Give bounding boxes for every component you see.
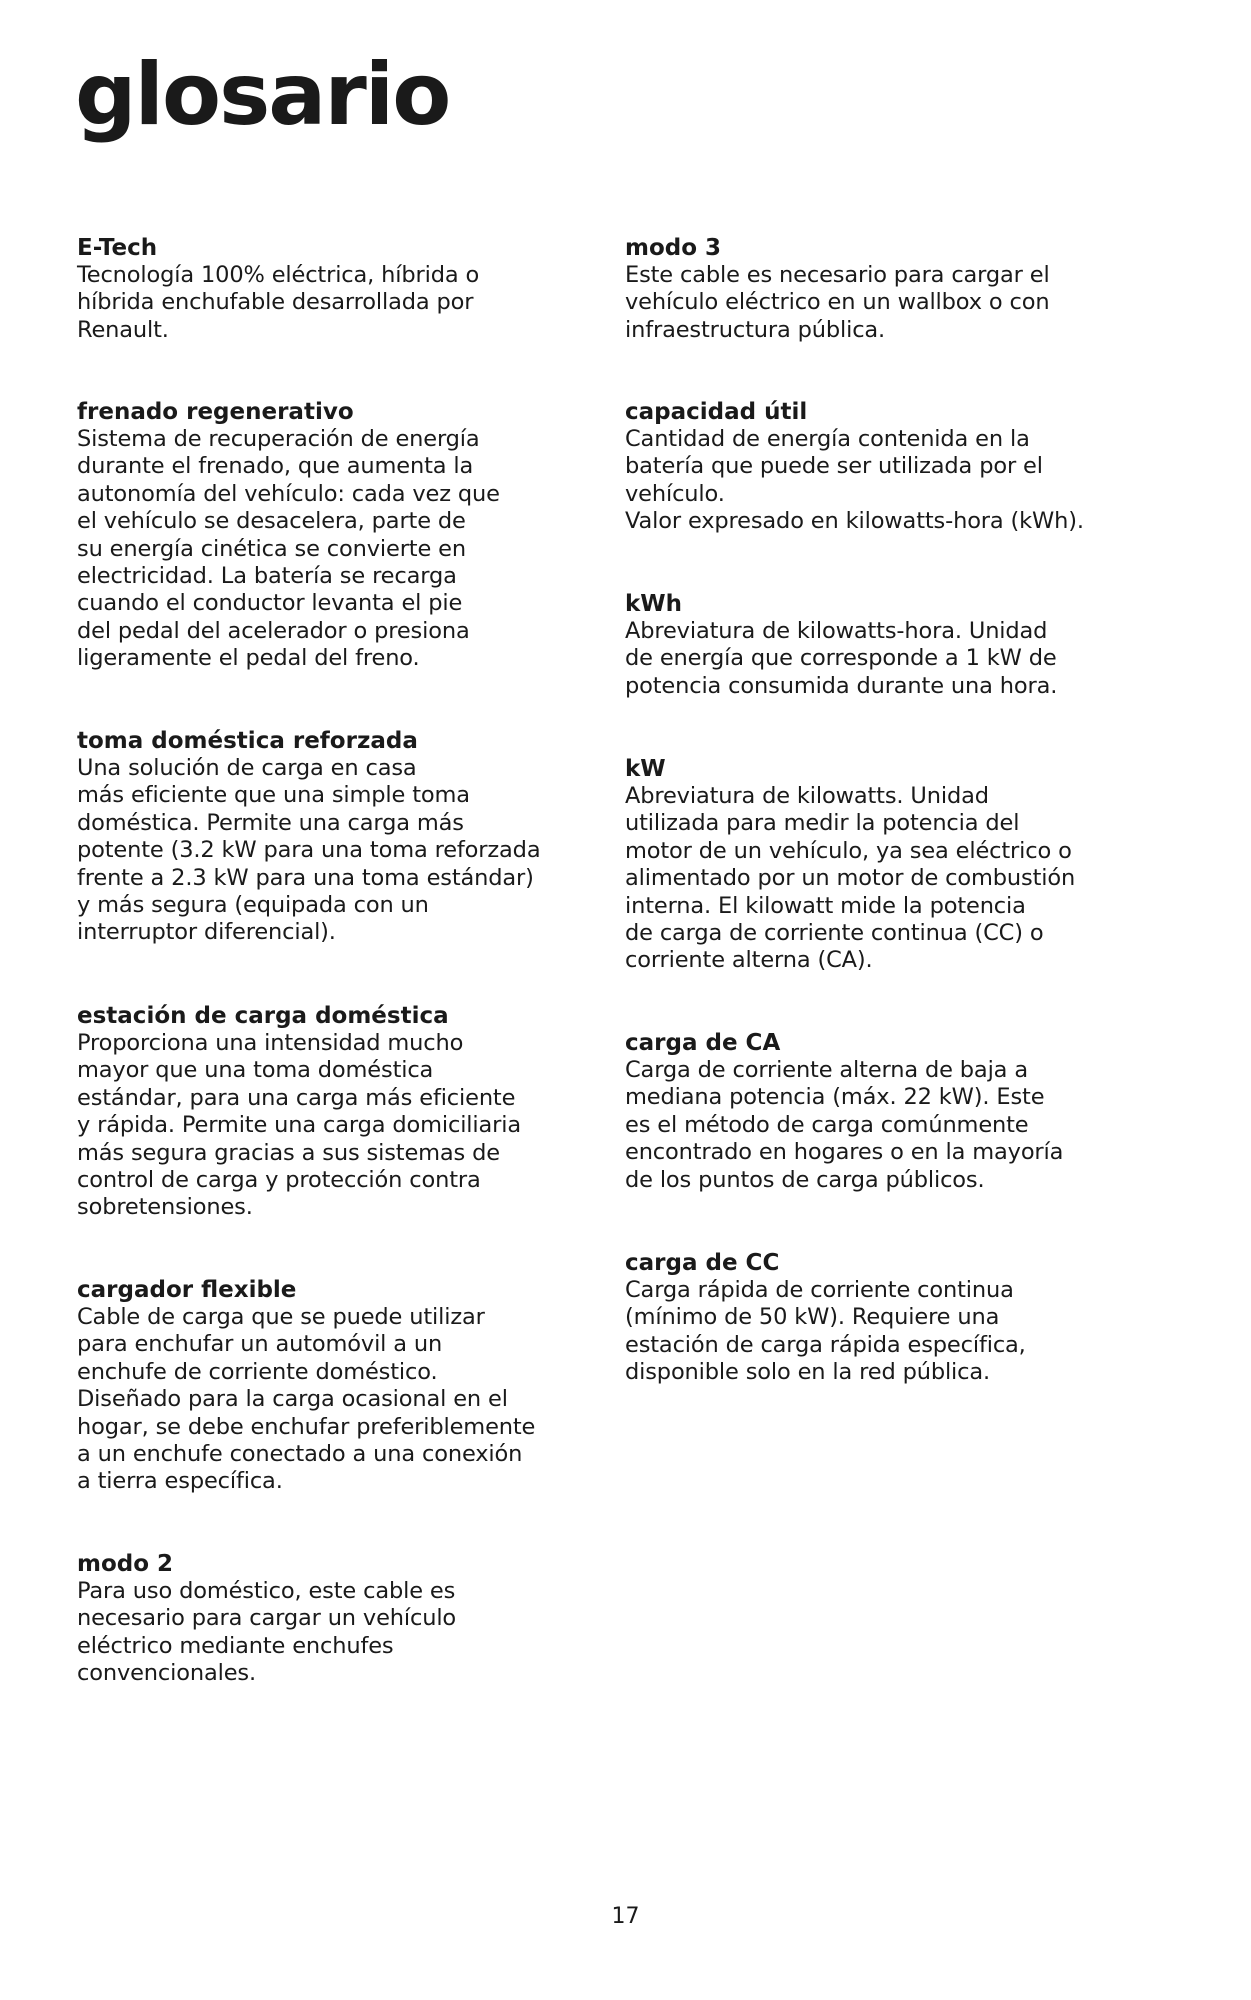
definition-line: para enchufar un automóvil a un	[77, 1331, 443, 1358]
definition-line: cuando el conductor levanta el pie	[77, 590, 463, 617]
glossary-entry-capacidad-util	[625, 399, 1185, 536]
glossary-entry-carga-de-ca	[625, 1030, 1185, 1194]
definition-line: Valor expresado en kilowatts-hora (kWh).	[625, 508, 1084, 535]
definition-line: y rápida. Permite una carga domiciliaria	[77, 1112, 521, 1139]
definition-line: Para uso doméstico, este cable es	[77, 1578, 456, 1604]
definition-line: frente a 2.3 kW para una toma estándar)	[77, 864, 534, 891]
definition-line: hogar, se debe enchufar preferiblemente	[77, 1413, 536, 1440]
definition-line: mayor que una toma doméstica	[77, 1057, 434, 1084]
definition-line: corriente alterna (CA).	[625, 947, 873, 974]
definition-line: y más segura (equipada con un	[77, 892, 429, 919]
glossary-definition	[77, 1578, 612, 1688]
definition-line: Carga de corriente alterna de baja a	[625, 1057, 1028, 1083]
glossary-term: E-Tech	[77, 235, 158, 261]
definition-line: eléctrico mediante enchufes	[77, 1632, 394, 1659]
glossary-entry-carga-de-cc	[625, 1250, 1185, 1387]
glossary-term: modo 2	[77, 1551, 174, 1577]
definition-line: interruptor diferencial).	[77, 919, 336, 946]
definition-line: es el método de carga comúnmente	[625, 1111, 1029, 1138]
definition-line: Cable de carga que se puede utilizar	[77, 1304, 485, 1330]
definition-line: doméstica. Permite una carga más	[77, 809, 464, 836]
definition-line: Diseñado para la carga ocasional en el	[77, 1386, 508, 1413]
glossary-definition	[625, 262, 1185, 344]
glossary-term: capacidad útil	[625, 399, 808, 425]
glossary-entry-cargador-flexible	[77, 1277, 612, 1496]
definition-line: Cantidad de energía contenida en la	[625, 426, 1030, 452]
definition-line: sobretensiones.	[77, 1194, 253, 1221]
definition-line: Sistema de recuperación de energía	[77, 426, 480, 452]
definition-line: convencionales.	[77, 1660, 256, 1687]
definition-line: Renault.	[77, 316, 169, 343]
glossary-term: carga de CA	[625, 1030, 781, 1056]
definition-line: Una solución de carga en casa	[77, 755, 417, 781]
definition-line: de carga de corriente continua (CC) o	[625, 920, 1044, 947]
definition-line: del pedal del acelerador o presiona	[77, 617, 470, 644]
definition-line: disponible solo en la red pública.	[625, 1359, 991, 1386]
glossary-entry-e-tech	[77, 235, 612, 344]
glossary-term: kWh	[625, 591, 683, 617]
definition-line: Abreviatura de kilowatts. Unidad	[625, 783, 989, 809]
definition-line: el vehículo se desacelera, parte de	[77, 508, 466, 535]
definition-line: control de carga y protección contra	[77, 1167, 481, 1194]
definition-line: estándar, para una carga más eficiente	[77, 1084, 516, 1111]
glossary-definition	[77, 262, 612, 344]
definition-line: interna. El kilowatt mide la potencia	[625, 892, 1026, 919]
glossary-term: frenado regenerativo	[77, 399, 354, 425]
definition-line: Este cable es necesario para cargar el	[625, 262, 1050, 288]
definition-line: utilizada para medir la potencia del	[625, 810, 1020, 837]
glossary-definition	[625, 1277, 1185, 1387]
glossary-definition	[77, 426, 612, 673]
definition-line: alimentado por un motor de combustión	[625, 865, 1076, 892]
definition-line: más eficiente que una simple toma	[77, 782, 470, 809]
definition-line: híbrida enchufable desarrollada por	[77, 289, 474, 316]
glossary-definition	[625, 426, 1185, 536]
definition-line: más segura gracias a sus sistemas de	[77, 1139, 500, 1166]
glossary-definition	[625, 1057, 1185, 1194]
definition-line: durante el frenado, que aumenta la	[77, 453, 474, 480]
definition-line: Proporciona una intensidad mucho	[77, 1030, 464, 1056]
glossary-term: carga de CC	[625, 1250, 780, 1276]
glossary-definition	[77, 1030, 612, 1222]
definition-line: mediana potencia (máx. 22 kW). Este	[625, 1084, 1045, 1111]
page-number: 17	[611, 1904, 640, 1929]
glossary-entry-frenado-regenerativo	[77, 399, 612, 673]
definition-line: electricidad. La batería se recarga	[77, 563, 457, 590]
definition-line: enchufe de corriente doméstico.	[77, 1358, 438, 1385]
definition-line: su energía cinética se convierte en	[77, 535, 466, 562]
definition-line: vehículo eléctrico en un wallbox o con	[625, 289, 1050, 316]
definition-line: a un enchufe conectado a una conexión	[77, 1441, 523, 1468]
definition-line: de energía que corresponde a 1 kW de	[625, 645, 1057, 672]
glossary-term: cargador flexible	[77, 1277, 297, 1303]
glossary-term: modo 3	[625, 235, 722, 261]
definition-line: motor de un vehículo, ya sea eléctrico o	[625, 837, 1072, 864]
definition-line: ligeramente el pedal del freno.	[77, 645, 420, 672]
definition-line: necesario para cargar un vehículo	[77, 1605, 457, 1632]
glossary-entry-estacion-de-carga-domestica	[77, 1003, 612, 1222]
definition-line: estación de carga rápida específica,	[625, 1331, 1026, 1358]
definition-line: a tierra específica.	[77, 1468, 283, 1495]
glossary-entry-toma-domestica-reforzada	[77, 728, 612, 947]
glossary-definition	[625, 783, 1185, 975]
definition-line: de los puntos de carga públicos.	[625, 1166, 985, 1193]
definition-line: potente (3.2 kW para una toma reforzada	[77, 837, 541, 864]
glossary-entry-modo-3	[625, 235, 1185, 344]
glossary-entry-kwh	[625, 591, 1185, 700]
definition-line: autonomía del vehículo: cada vez que	[77, 480, 500, 507]
definition-line: batería que puede ser utilizada por el	[625, 453, 1043, 480]
page-title: glosario	[75, 45, 450, 145]
definition-line: Tecnología 100% eléctrica, híbrida o	[77, 262, 480, 288]
definition-line: (mínimo de 50 kW). Requiere una	[625, 1304, 1000, 1331]
glossary-entry-modo-2	[77, 1551, 612, 1688]
definition-line: vehículo.	[625, 480, 725, 507]
definition-line: potencia consumida durante una hora.	[625, 672, 1058, 699]
definition-line: Carga rápida de corriente continua	[625, 1277, 1014, 1303]
glossary-entry-kw	[625, 756, 1185, 975]
glossary-definition	[77, 755, 612, 947]
glossary-definition	[77, 1304, 612, 1496]
definition-line: encontrado en hogares o en la mayoría	[625, 1139, 1064, 1166]
glossary-term: toma doméstica reforzada	[77, 728, 418, 754]
glossary-definition	[625, 618, 1185, 700]
definition-line: infraestructura pública.	[625, 316, 886, 343]
glossary-term: estación de carga doméstica	[77, 1003, 449, 1029]
glossary-term: kW	[625, 756, 666, 782]
definition-line: Abreviatura de kilowatts-hora. Unidad	[625, 618, 1048, 644]
